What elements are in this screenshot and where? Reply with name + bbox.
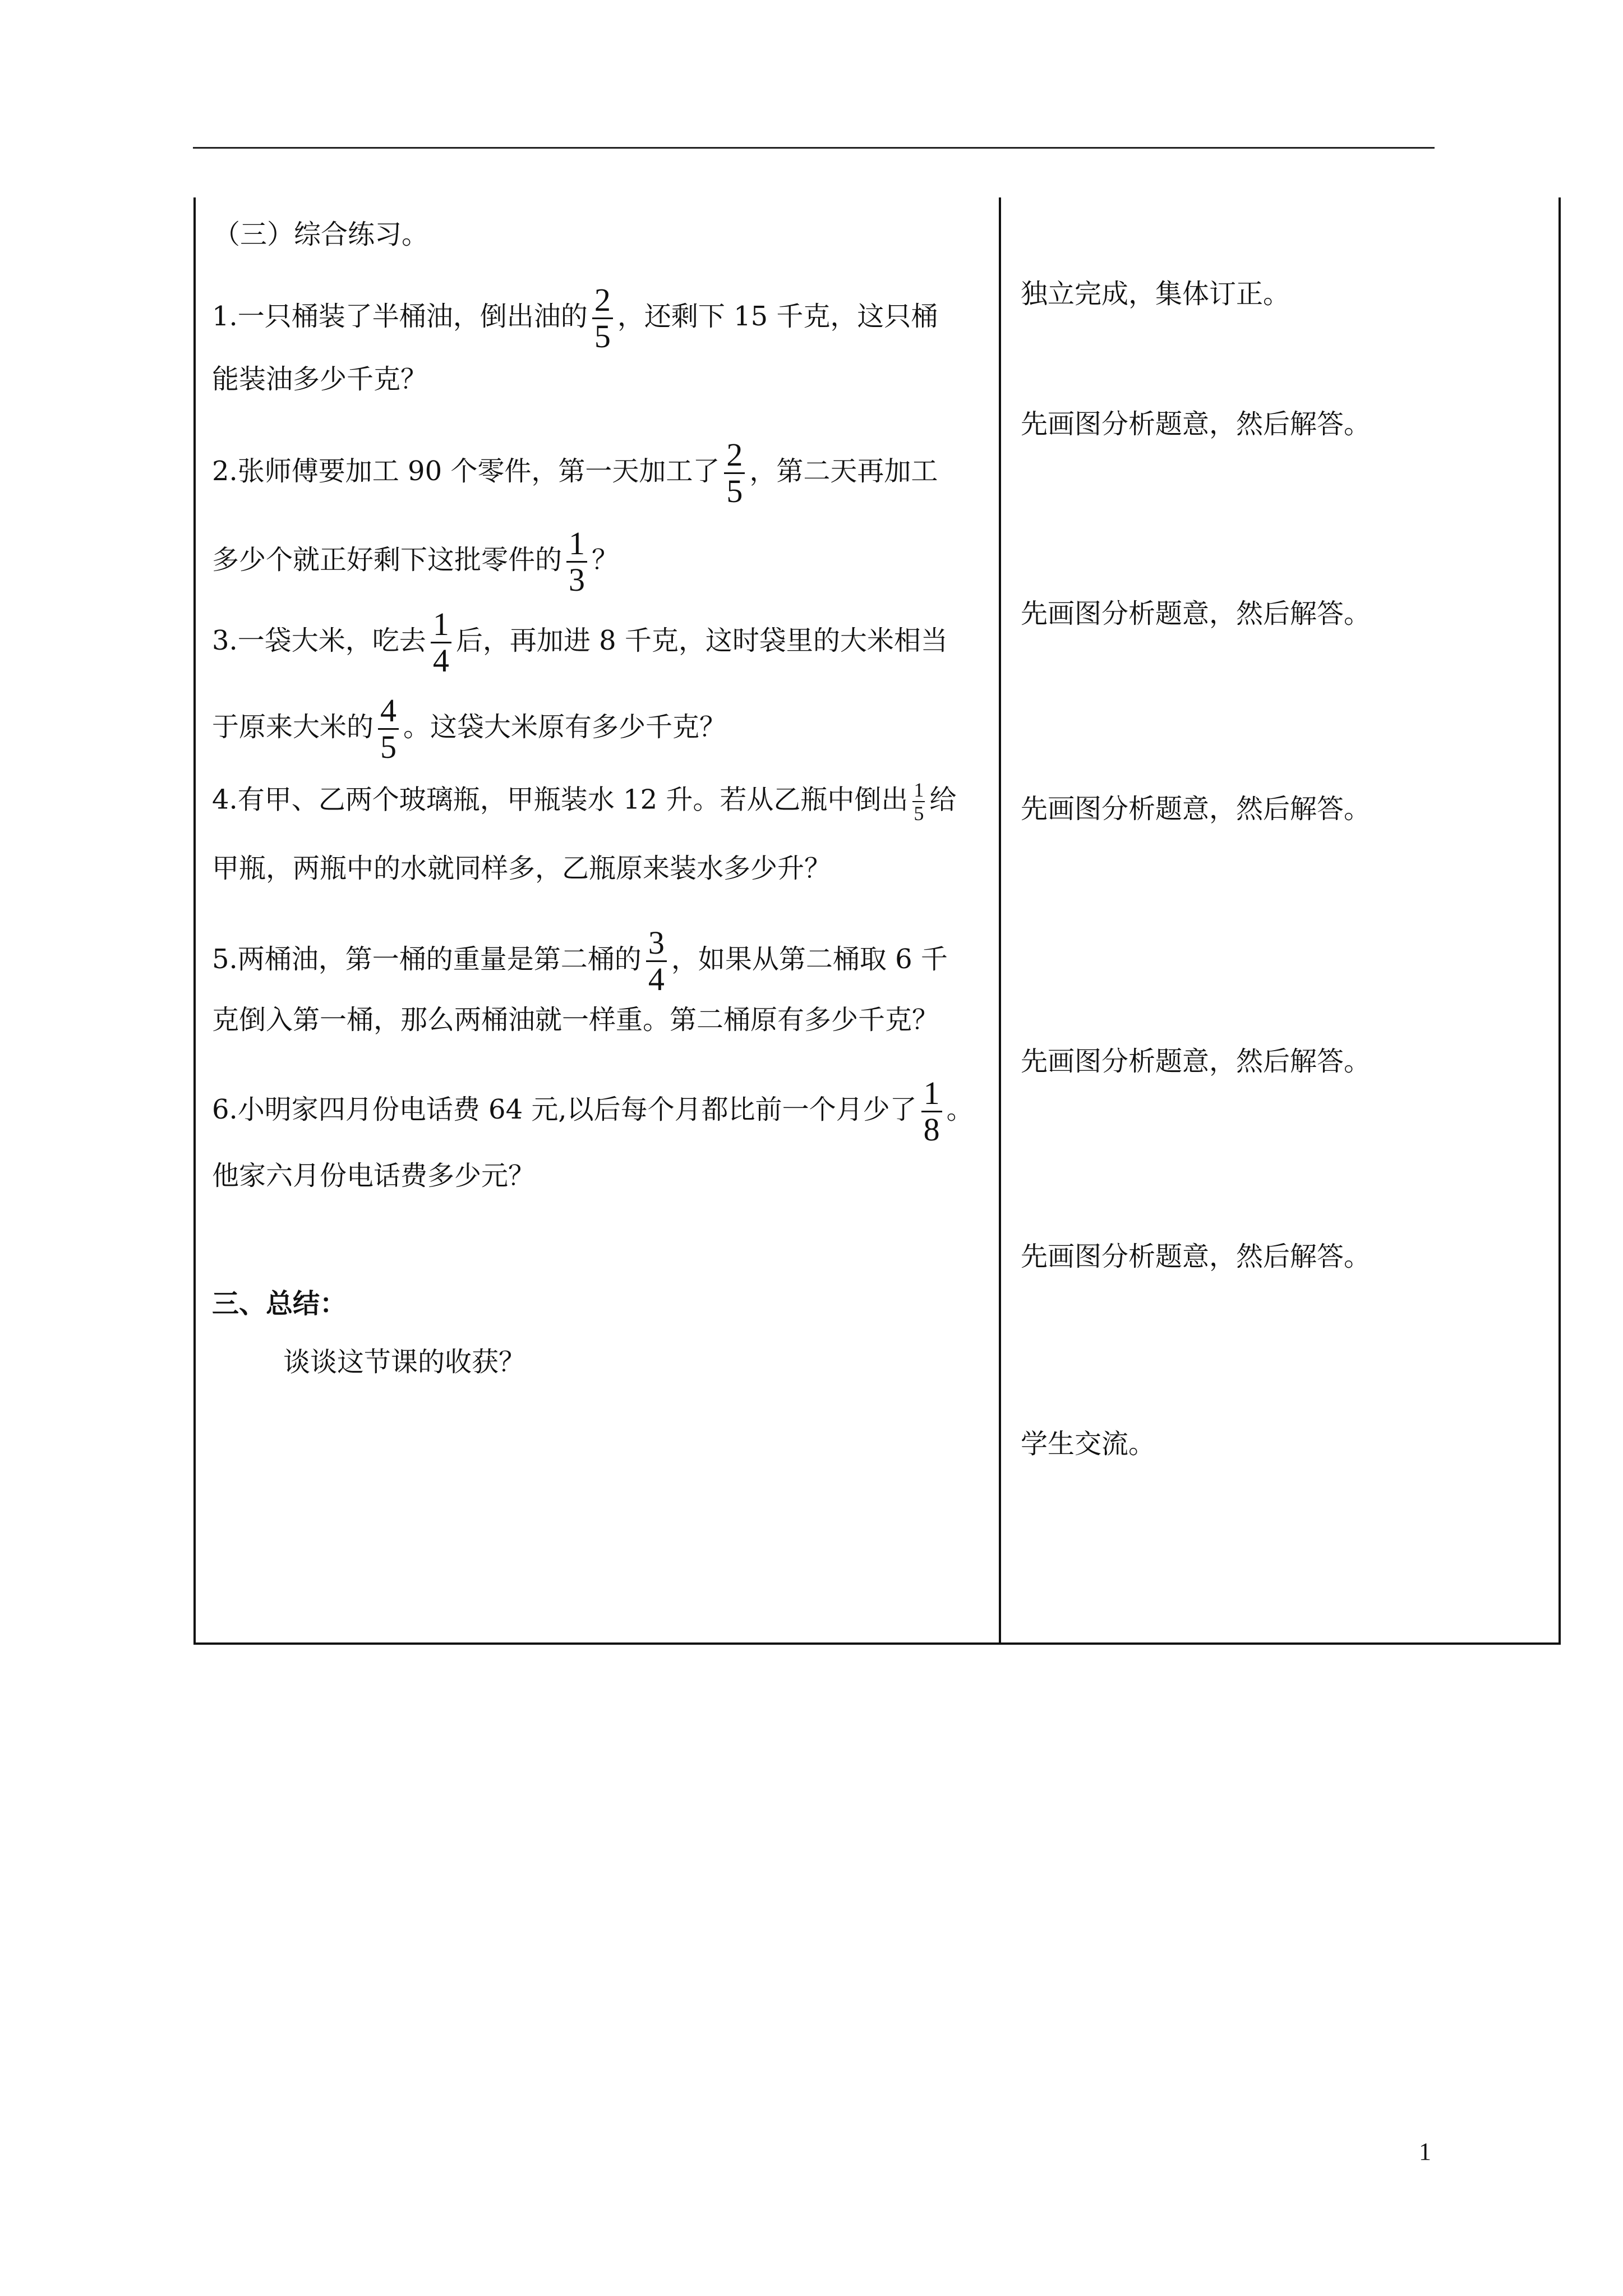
question-2-line-2: 多少个就正好剩下这批零件的 $\frac{1}{3}$ ？ [212,525,619,598]
header-rule [193,147,1435,149]
question-3-line-1: 3.一袋大米，吃去 $\frac{1}{4}$ 后，再加进 8 千克，这时袋里的大米相当 [212,606,948,679]
summary-heading: 三、总结： [212,1288,347,1319]
page-number: 1 [1419,2138,1431,2165]
question-2-line-1: 2.张师傅要加工 90 个零件，第一天加工了 $\frac{2}{5}$ ，第二天再加工 [212,436,938,509]
fraction-1-5: $\frac{1}{5}$ [914,779,924,825]
activity-note-6: 先画图分析题意，然后解答。 [1021,1241,1371,1272]
question-1-line-1: 1.一只桶装了半桶油，倒出油的 $\frac{2}{5}$ ，还剩下 15 千克，这只桶 [212,282,938,355]
activity-note-1: 独立完成，集体订正。 [1021,278,1290,310]
fraction-1-4: $\frac{1}{4}$ [431,607,451,678]
question-6-line-2: 他家六月份电话费多少元？ [212,1160,536,1191]
section-heading: （三）综合练习。 [213,219,429,250]
question-5-line-1: 5.两桶油，第一桶的重量是第二桶的 $\frac{3}{4}$ ，如果从第二桶取 6 千 [212,924,948,997]
activity-note-4: 先画图分析题意，然后解答。 [1021,793,1371,825]
column-divider [999,197,1001,1645]
activity-note-5: 先画图分析题意，然后解答。 [1021,1046,1371,1077]
question-1-line-2: 能装油多少千克？ [212,364,428,395]
activity-note-2: 先画图分析题意，然后解答。 [1021,408,1371,440]
fraction-3-4: $\frac{3}{4}$ [646,926,667,997]
summary-text: 谈谈这节课的收获？ [283,1346,526,1378]
question-4-line-1: 4.有甲、乙两个玻璃瓶，甲瓶装水 12 升。若从乙瓶中倒出 $\frac{1}{5}$ 给 [212,779,957,825]
question-5-line-2: 克倒入第一桶，那么两桶油就一样重。第二桶原有多少千克？ [212,1004,939,1036]
activity-note-3: 先画图分析题意，然后解答。 [1021,598,1371,629]
fraction-1-8: $\frac{1}{8}$ [921,1076,942,1147]
fraction-2-5: $\frac{2}{5}$ [592,283,613,354]
question-4-line-2: 甲瓶，两瓶中的水就同样多，乙瓶原来装水多少升？ [212,853,832,884]
fraction-4-5: $\frac{4}{5}$ [378,693,399,765]
fraction-1-3: $\frac{1}{3}$ [566,526,587,597]
activity-note-7: 学生交流。 [1021,1428,1156,1460]
question-3-line-2: 于原来大米的 $\frac{4}{5}$ 。这袋大米原有多少千克？ [212,692,727,765]
fraction-2-5: $\frac{2}{5}$ [724,438,745,509]
question-6-line-1: 6.小明家四月份电话费 64 元,以后每个月都比前一个月少了 $\frac{1}{8}$ 。 [212,1075,974,1148]
